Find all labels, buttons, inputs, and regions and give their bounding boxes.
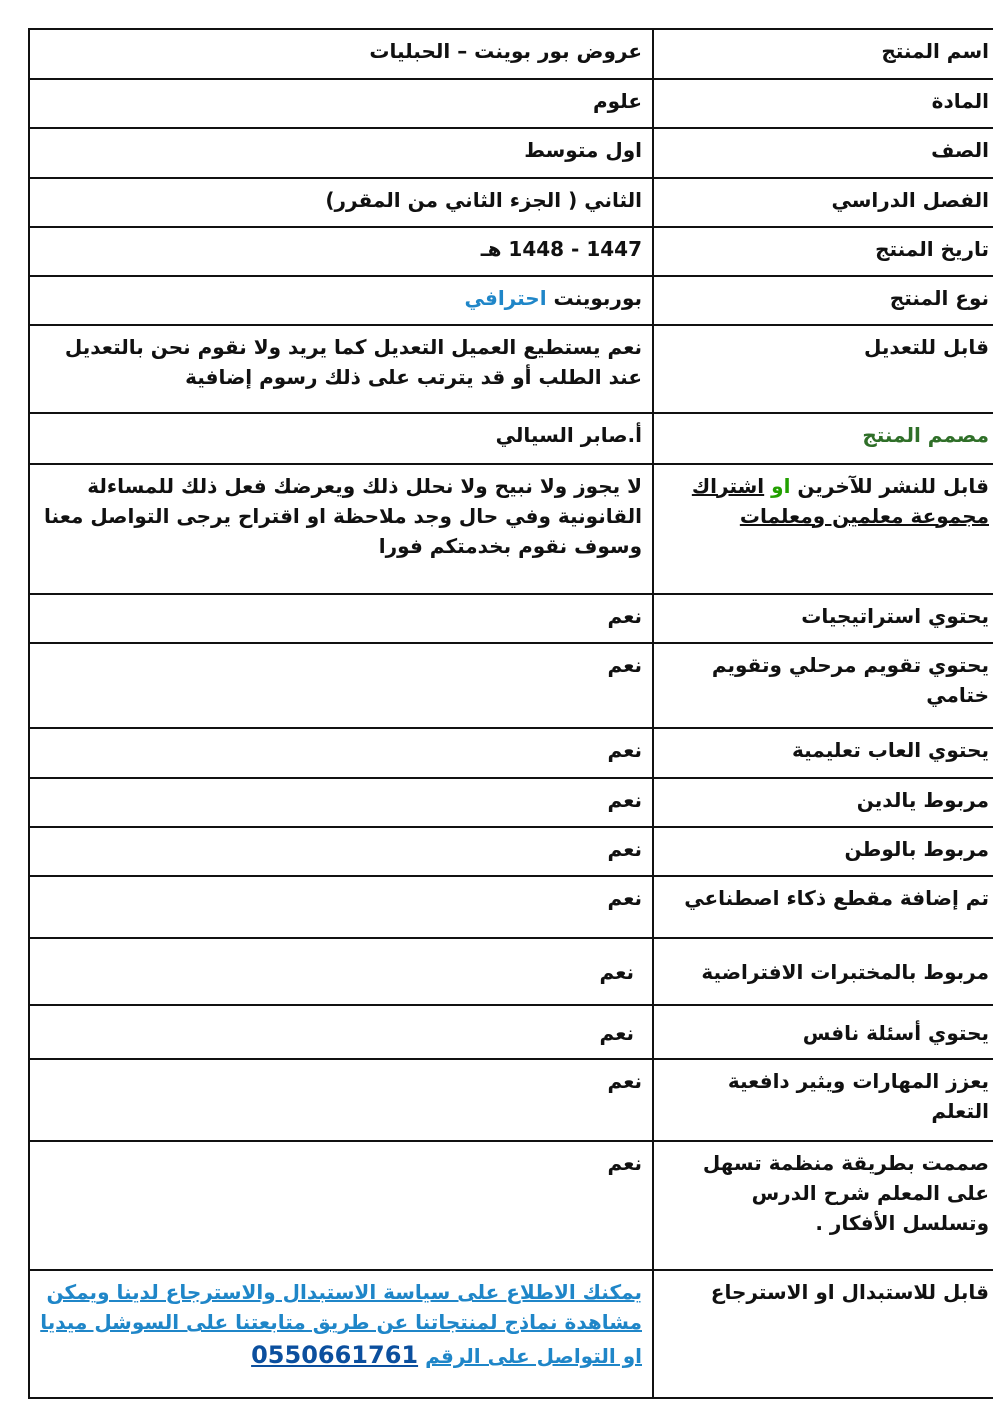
value-religion: نعم <box>29 778 653 827</box>
label-nafes: يحتوي أسئلة نافس <box>653 1005 993 1058</box>
row-product-name <box>29 29 993 79</box>
row-date <box>29 227 993 276</box>
value-labs: نعم <box>29 938 653 1005</box>
label-publish <box>653 464 993 594</box>
label-labs: مربوط بالمختبرات الافتراضية <box>653 938 993 1005</box>
row-grade <box>29 128 993 177</box>
label-strategies: يحتوي استراتيجيات <box>653 594 993 643</box>
label-subject: المادة <box>653 79 993 128</box>
label-ai: تم إضافة مقطع ذكاء اصطناعي <box>653 876 993 938</box>
label-assessment: يحتوي تقويم مرحلي وتقويم ختامي <box>653 643 993 728</box>
value-designer: أ.صابر السيالي <box>29 413 653 463</box>
value-assessment: نعم <box>29 643 653 728</box>
label-semester: الفصل الدراسي <box>653 178 993 227</box>
value-games: نعم <box>29 728 653 777</box>
label-date: تاريخ المنتج <box>653 227 993 276</box>
row-games <box>29 728 993 777</box>
value-nation: نعم <box>29 827 653 876</box>
row-nafes <box>29 1005 993 1058</box>
row-exchange <box>29 1270 993 1398</box>
label-religion: مربوط يالدين <box>653 778 993 827</box>
value-nafes: نعم <box>29 1005 653 1058</box>
row-assessment <box>29 643 993 728</box>
value-semester: الثاني ( الجزء الثاني من المقرر) <box>29 178 653 227</box>
row-labs <box>29 938 993 1005</box>
value-type-plain: بوربوينت <box>553 285 642 310</box>
row-editable <box>29 325 993 413</box>
exchange-phone[interactable]: 0550661761 <box>251 1341 419 1370</box>
value-exchange <box>29 1270 653 1398</box>
value-organized: نعم <box>29 1141 653 1270</box>
value-type-accent: احترافي <box>464 285 547 310</box>
row-type <box>29 276 993 325</box>
exchange-policy-text[interactable]: يمكنك الاطلاع على سياسة الاستبدال والاسترجاع لدينا ويمكن مشاهدة نماذج لمنتجاتنا عن طريق متابعتنا على السوشل ميديا او التواصل على الرقم <box>40 1280 642 1369</box>
value-ai: نعم <box>29 876 653 938</box>
label-organized: صممت بطريقة منظمة تسهل على المعلم شرح الدرس وتسلسل الأفكار . <box>653 1141 993 1270</box>
value-subject: علوم <box>29 79 653 128</box>
row-semester <box>29 178 993 227</box>
label-games: يحتوي العاب تعليمية <box>653 728 993 777</box>
row-organized <box>29 1141 993 1270</box>
value-skills: نعم <box>29 1059 653 1141</box>
row-nation <box>29 827 993 876</box>
row-ai <box>29 876 993 938</box>
product-info-table <box>28 28 993 1399</box>
label-grade: الصف <box>653 128 993 177</box>
label-exchange: قابل للاستبدال او الاسترجاع <box>653 1270 993 1398</box>
label-type: نوع المنتج <box>653 276 993 325</box>
row-religion <box>29 778 993 827</box>
value-editable: نعم يستطيع العميل التعديل كما يريد ولا نقوم نحن بالتعديل عند الطلب أو قد يترتب على ذلك رسوم إضافية <box>29 325 653 413</box>
label-publish-part3: اشتراك مجموعة معلمين ومعلمات <box>691 473 989 528</box>
label-product-name: اسم المنتج <box>653 29 993 79</box>
row-designer <box>29 413 993 463</box>
row-strategies <box>29 594 993 643</box>
label-nation: مربوط بالوطن <box>653 827 993 876</box>
value-date: 1447 - 1448 هـ <box>29 227 653 276</box>
label-designer: مصمم المنتج <box>653 413 993 463</box>
row-publish <box>29 464 993 594</box>
value-grade: اول متوسط <box>29 128 653 177</box>
value-strategies: نعم <box>29 594 653 643</box>
label-publish-part2: او <box>771 473 791 498</box>
label-publish-part1: قابل للنشر للآخرين <box>797 473 989 498</box>
value-product-name: عروض بور بوينت – الحبليات <box>29 29 653 79</box>
row-skills <box>29 1059 993 1141</box>
label-skills: يعزز المهارات ويثير دافعية التعلم <box>653 1059 993 1141</box>
value-publish: لا يجوز ولا نبيح ولا نحلل ذلك ويعرضك فعل ذلك للمساءلة القانونية وفي حال وجد ملاحظة او اقتراح يرجى التواصل معنا وسوف نقوم بخدمتكم فورا <box>29 464 653 594</box>
label-editable: قابل للتعديل <box>653 325 993 413</box>
row-subject <box>29 79 993 128</box>
value-type <box>29 276 653 325</box>
